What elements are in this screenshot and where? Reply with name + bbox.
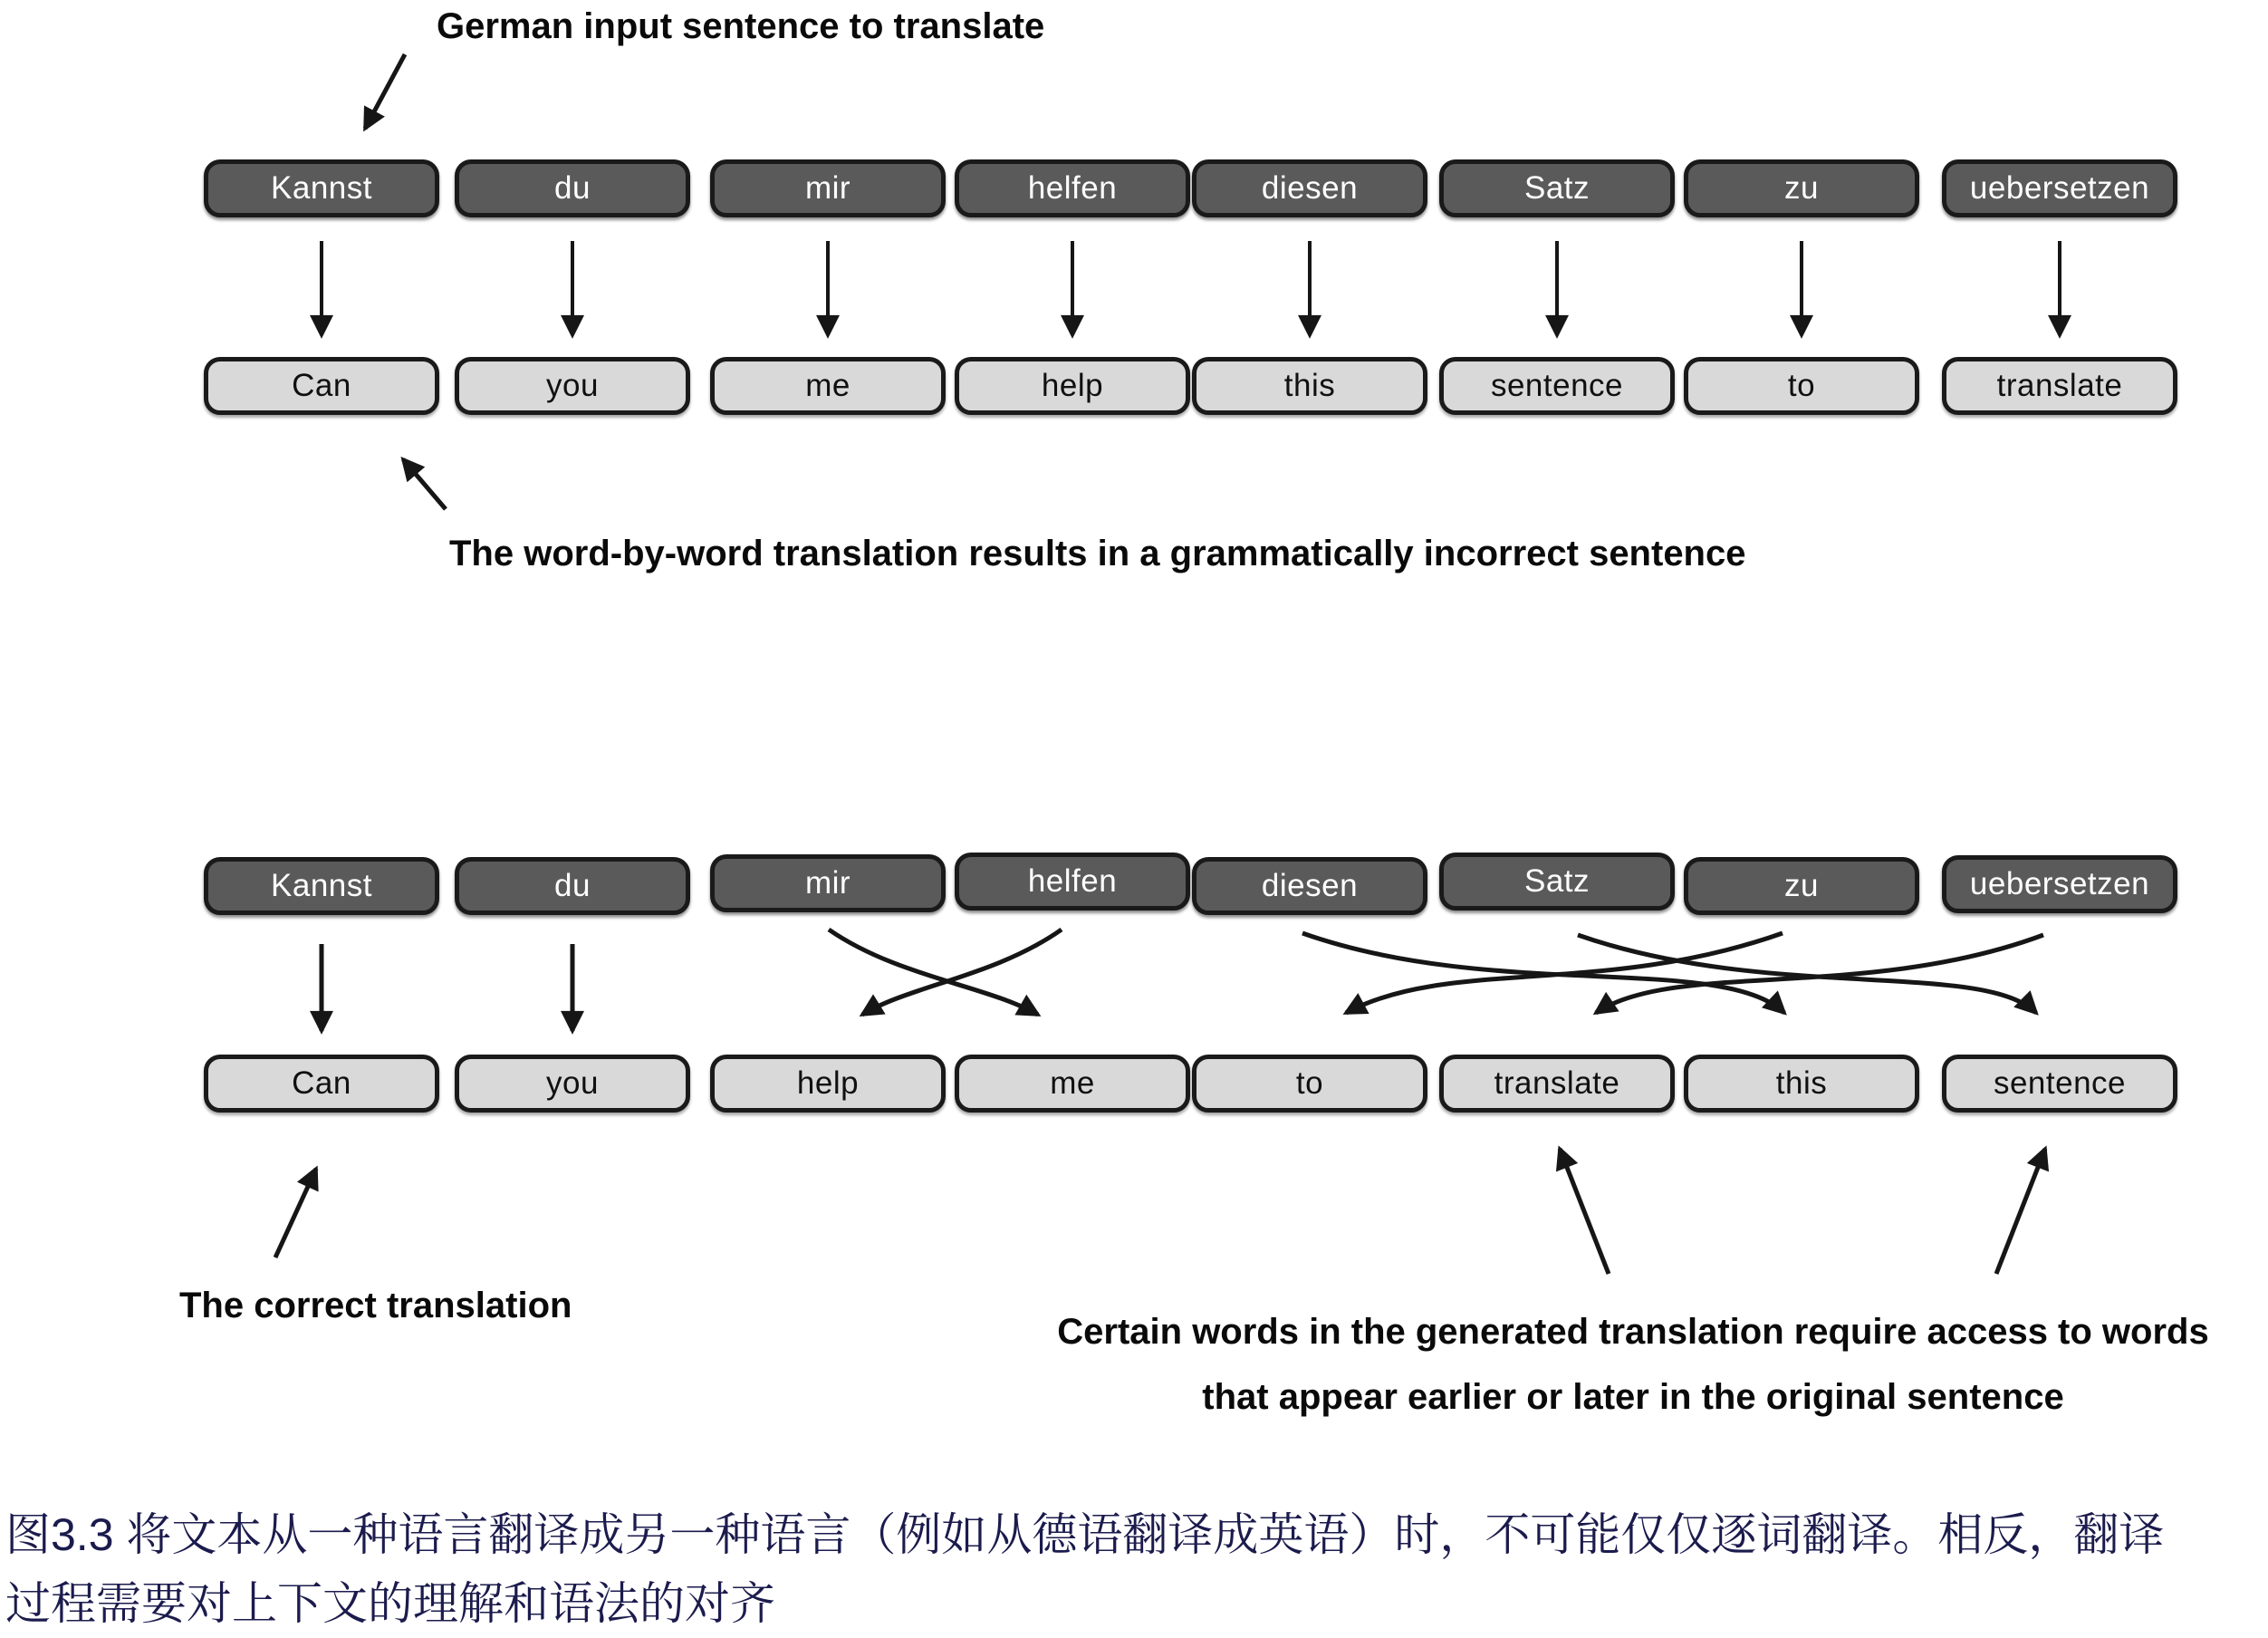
pill-german-word: diesen <box>1192 159 1427 217</box>
pill-english-word: this <box>1684 1055 1919 1113</box>
align-zu-to <box>1346 933 1783 1013</box>
annotation-word-by-word: The word-by-word translation results in a grammatically incorrect sentence <box>449 534 1746 573</box>
pill-english-word: to <box>1684 357 1919 415</box>
german-input-pointer-arrow <box>365 54 405 129</box>
pill-english-word: sentence <box>1942 1055 2177 1113</box>
pill-german-word: uebersetzen <box>1942 159 2177 217</box>
pill-german-word: du <box>455 159 690 217</box>
pill-english-word: you <box>455 1055 690 1113</box>
pill-german-word: du <box>455 857 690 915</box>
pill-english-word: Can <box>204 1055 439 1113</box>
align-uebersetzen-translate <box>1596 935 2043 1013</box>
pill-english-word: me <box>955 1055 1190 1113</box>
pill-german-word: Satz <box>1439 159 1675 217</box>
annotation-context-line2: that appear earlier or later in the original sentence <box>1202 1377 2064 1417</box>
pill-english-word: help <box>955 357 1190 415</box>
figure-caption-line2: 过程需要对上下文的理解和语法的对齐 <box>5 1578 775 1629</box>
figure-caption-line1: 图3.3 将文本从一种语言翻译成另一种语言（例如从德语翻译成英语）时，不可能仅仅逐词翻译。相反，翻译 <box>5 1509 2165 1560</box>
pill-english-word: translate <box>1439 1055 1675 1113</box>
pill-english-word: Can <box>204 357 439 415</box>
pill-german-word: uebersetzen <box>1942 855 2177 913</box>
word-by-word-arrows <box>322 241 2060 335</box>
pill-german-word: Kannst <box>204 857 439 915</box>
pill-english-word: this <box>1192 357 1427 415</box>
pill-english-word: help <box>710 1055 946 1113</box>
annotation-context-access <box>999 1299 2267 1430</box>
pill-german-word: mir <box>710 854 946 912</box>
pill-english-word: me <box>710 357 946 415</box>
pill-english-word: sentence <box>1439 357 1675 415</box>
annotation-german-input: German input sentence to translate <box>437 6 1045 46</box>
align-mir-me <box>829 930 1038 1015</box>
pill-english-word: to <box>1192 1055 1427 1113</box>
pill-german-word: diesen <box>1192 857 1427 915</box>
alignment-arrows <box>322 930 2043 1031</box>
top-english-row <box>0 357 2268 415</box>
pill-german-word: zu <box>1684 857 1919 915</box>
word-by-word-pointer-arrow <box>403 459 446 509</box>
context-pointer-arrow-translate <box>1560 1149 1609 1274</box>
bottom-german-row <box>0 857 2268 915</box>
pill-german-word: helfen <box>955 853 1190 911</box>
correct-translation-pointer-arrow <box>275 1169 316 1257</box>
pill-german-word: helfen <box>955 159 1190 217</box>
align-diesen-this <box>1302 933 1784 1013</box>
align-helfen-help <box>862 930 1062 1015</box>
top-german-row <box>0 159 2268 217</box>
annotation-correct-translation: The correct translation <box>179 1286 572 1325</box>
context-pointer-arrow-sentence <box>1996 1149 2045 1274</box>
pill-german-word: Satz <box>1439 853 1675 911</box>
annotation-context-line1: Certain words in the generated translation require access to words <box>1057 1312 2209 1352</box>
figure-caption <box>5 1500 2263 1638</box>
pill-german-word: zu <box>1684 159 1919 217</box>
pill-english-word: you <box>455 357 690 415</box>
pill-english-word: translate <box>1942 357 2177 415</box>
pill-german-word: mir <box>710 159 946 217</box>
align-satz-sentence <box>1578 935 2036 1013</box>
bottom-english-row <box>0 1055 2268 1113</box>
pill-german-word: Kannst <box>204 159 439 217</box>
